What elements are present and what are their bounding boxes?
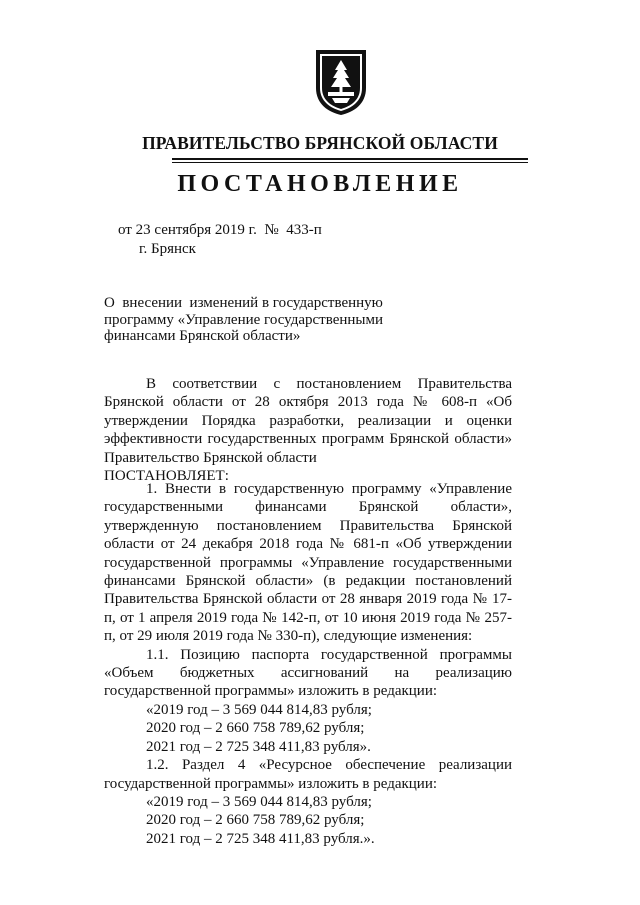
funding-line-2019: «2019 год – 3 569 044 814,83 рубля; (146, 701, 372, 718)
item-1-2: 1.2. Раздел 4 «Ресурсное обеспечение реализации государственной программы» изложить в редакции: (104, 757, 512, 792)
item-1-1: 1.1. Позицию паспорта государственной программы «Объем бюджетных ассигнований на реализацию государственной программы» изложить в редакции: (104, 646, 512, 700)
item-1: 1. Внести в государственную программу «Управление государственными финансами Брянской области», утвержденную постановлением Правительства Брянской области от 24 декабря 2018 года № 681-п «Об утверждении государственной программы «Управление государственными финансами Брянской области» (в редакции постановлений Правительства Брянской области от 28 января 2019 года № 17-п, от 1 апреля 2019 года № 142-п, от 10 июня 2019 года № 257-п, от 29 июля 2019 года № 330-п), следующие изменения: (104, 481, 512, 645)
header-rule-thin (172, 162, 528, 163)
resolves-word: ПОСТАНОВЛЯЕТ: (104, 468, 229, 485)
government-title: ПРАВИТЕЛЬСТВО БРЯНСКОЙ ОБЛАСТИ (142, 133, 498, 153)
preamble-text: В соответствии с постановлением Правительства Брянской области от 28 октября 2013 года № 608-п «Об утверждении Порядка разработки, реализации и оценки эффективности государственных программ Брянской области» Правительство Брянской области (104, 376, 512, 466)
subject-line: О внесении изменений в государственную (104, 295, 383, 311)
document-type-heading: ПОСТАНОВЛЕНИЕ (177, 171, 463, 197)
document-city: г. Брянск (139, 241, 196, 257)
subject-line: программу «Управление государственными (104, 311, 384, 328)
resource-line-2019: «2019 год – 3 569 044 814,83 рубля; (146, 793, 372, 810)
document-date-number: от 23 сентября 2019 г. № 433-п (118, 222, 322, 238)
preamble-block (104, 375, 512, 485)
funding-line-2020: 2020 год – 2 660 758 789,62 рубля; (146, 720, 365, 737)
items-block (104, 480, 512, 848)
coat-of-arms-icon (314, 48, 368, 116)
resource-line-2020: 2020 год – 2 660 758 789,62 рубля; (146, 812, 365, 829)
resource-line-2021: 2021 год – 2 725 348 411,83 рубля.». (146, 830, 375, 847)
header-rule-thick (172, 158, 528, 160)
subject-line: финансами Брянской области» (104, 328, 301, 344)
funding-line-2021: 2021 год – 2 725 348 411,83 рубля». (146, 738, 371, 755)
document-subject (104, 295, 424, 345)
